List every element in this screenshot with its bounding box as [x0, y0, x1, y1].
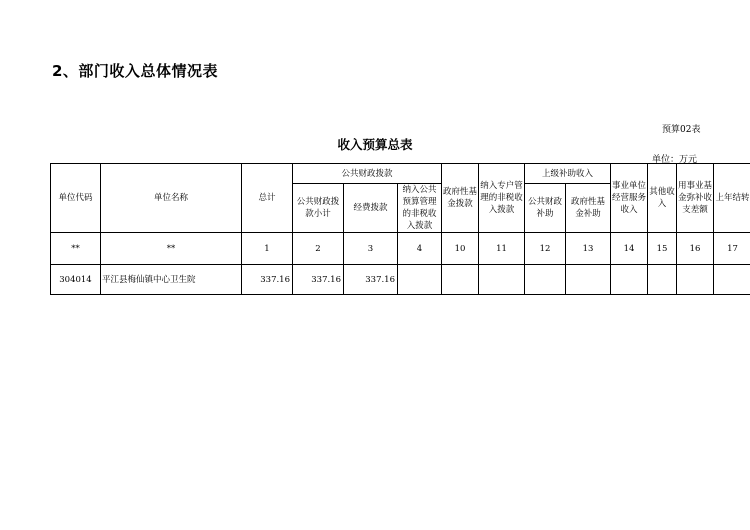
index-cell: **: [51, 233, 101, 265]
col-non-tax-income-header: 纳入公共预算管理的非税收入拨款: [398, 184, 442, 233]
col-upper-public-fiscal-header: 公共财政补助: [525, 184, 566, 233]
section-title: 2、部门收入总体情况表: [52, 62, 218, 80]
upper-subsidy-group-header: 上级补助收入: [525, 164, 611, 184]
public-fiscal-group-header: 公共财政拨款: [293, 164, 442, 184]
col-other-income-header: 其他收入: [648, 164, 677, 233]
cell-other-income: [648, 265, 677, 295]
col-gov-fund-header: 政府性基金拨款: [442, 164, 479, 233]
cell-fund-supplement: [677, 265, 714, 295]
cell-carryover: [714, 265, 750, 295]
col-special-non-tax-header: 纳入专户管理的非税收入拨款: [479, 164, 525, 233]
cell-gov-fund: [442, 265, 479, 295]
col-fund-supplement-header: 用事业基金弥补收支差额: [677, 164, 714, 233]
index-cell: 1: [242, 233, 293, 265]
index-cell: 2: [293, 233, 344, 265]
cell-unit-code: 304014: [51, 265, 101, 295]
col-total-header: 总计: [242, 164, 293, 233]
cell-business-income: [611, 265, 648, 295]
cell-upper-gov-fund: [566, 265, 611, 295]
index-cell: 11: [479, 233, 525, 265]
index-cell: 12: [525, 233, 566, 265]
index-cell: 14: [611, 233, 648, 265]
form-id-label: 预算02表: [662, 125, 701, 135]
col-carryover-header: 上年结转: [714, 164, 750, 233]
header-row-1: [51, 164, 750, 184]
cell-operating-funds: 337.16: [344, 265, 398, 295]
col-unit-code-header: 单位代码: [51, 164, 101, 233]
index-row: [51, 233, 750, 265]
income-budget-table: [50, 163, 750, 295]
table-title: 收入预算总表: [337, 137, 413, 152]
col-business-income-header: 事业单位经营服务收入: [611, 164, 648, 233]
cell-total: 337.16: [242, 265, 293, 295]
index-cell: 10: [442, 233, 479, 265]
index-cell: 4: [398, 233, 442, 265]
table-row: [51, 265, 750, 295]
index-cell: 13: [566, 233, 611, 265]
index-cell: 3: [344, 233, 398, 265]
cell-upper-public-fiscal: [525, 265, 566, 295]
cell-non-tax-income: [398, 265, 442, 295]
cell-public-fiscal-subtotal: 337.16: [293, 265, 344, 295]
col-operating-funds-header: 经费拨款: [344, 184, 398, 233]
col-public-fiscal-subtotal-header: 公共财政拨款小计: [293, 184, 344, 233]
index-cell: 15: [648, 233, 677, 265]
cell-unit-name: 平江县梅仙镇中心卫生院: [101, 265, 242, 295]
unit-label: 单位：万元: [652, 155, 698, 165]
col-unit-name-header: 单位名称: [101, 164, 242, 233]
cell-special-non-tax: [479, 265, 525, 295]
col-upper-gov-fund-header: 政府性基金补助: [566, 184, 611, 233]
index-cell: **: [101, 233, 242, 265]
index-cell: 17: [714, 233, 750, 265]
index-cell: 16: [677, 233, 714, 265]
